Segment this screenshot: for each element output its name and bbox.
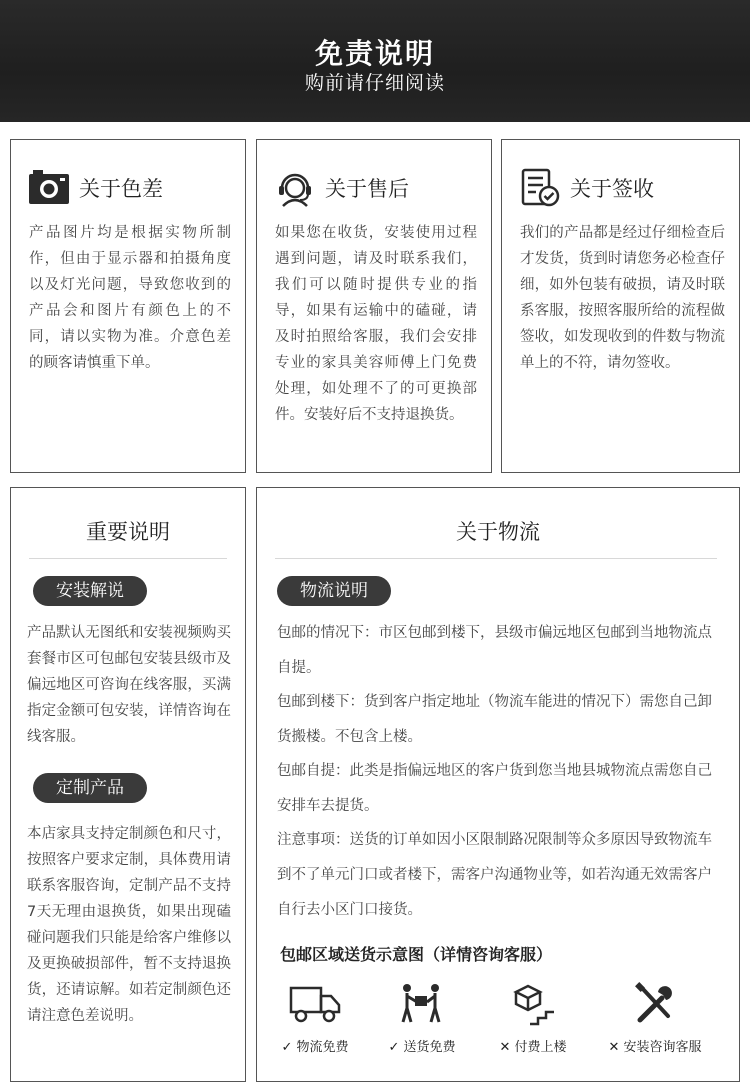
card-title: 关于签收 bbox=[570, 177, 654, 201]
card-text: 我们的产品都是经过仔细检查后才发货，货到时请您务必检查仔细，如外包装有破损，请及时联系客服，按照客服所给的流程做签收，如发现收到的件数与物流单上的不符，请勿签收。 bbox=[520, 225, 725, 371]
custom-text: 本店家具支持定制颜色和尺寸，按照客户要求定制，具体费用请联系客服咨询，定制产品不支持7天无理由退换货，如果出现磕碰问题我们只能是给客户维修以及更换破损部件，暂不支持退换货，还请谅解。如若定制颜色还请注意色差说明。 bbox=[27, 826, 231, 1024]
delivery-item-label: 付费上楼 bbox=[514, 1040, 567, 1055]
delivery-map-title: 包邮区域送货示意图（详情咨询客服） bbox=[280, 945, 553, 964]
delivery-item bbox=[600, 982, 710, 1055]
delivery-item bbox=[478, 982, 588, 1055]
logistics-paragraph: 注意事项：送货的订单如因小区限制路况限制等众多原因导致物流车到不了单元门口或者楼下，需客户沟通物业等，如若沟通无效需客户自行去小区门口接货。 bbox=[277, 832, 712, 918]
delivery-item-label: 物流免费 bbox=[296, 1040, 349, 1055]
card-color-difference bbox=[10, 139, 246, 473]
custom-label-badge: 定制产品 bbox=[33, 773, 147, 803]
status-mark: ✓ bbox=[388, 1040, 400, 1055]
card-text: 如果您在收货，安装使用过程遇到问题，请及时联系我们，我们可以随时提供专业的指导，如果有运输中的磕碰，请及时拍照给客服，我们会安排专业的家具美容师傅上门免费处理，如处理不了的可更换部件。安装好后不支持退换货。 bbox=[275, 225, 477, 423]
logistics-paragraph: 包邮自提：此类是指偏远地区的客户货到您当地县城物流点需您自己安排车去提货。 bbox=[277, 763, 712, 814]
card-after-sales bbox=[256, 139, 492, 473]
divider bbox=[29, 558, 227, 559]
card-important bbox=[10, 487, 246, 1082]
box-stairs-icon bbox=[506, 982, 560, 1026]
section-title: 重要说明 bbox=[86, 520, 170, 544]
section-title: 关于物流 bbox=[456, 520, 540, 544]
logistics-paragraph: 包邮的情况下：市区包邮到楼下，县级市偏远地区包邮到当地物流点自提。 bbox=[277, 625, 712, 676]
delivery-person-icon bbox=[395, 982, 449, 1026]
status-mark: ✕ bbox=[608, 1040, 620, 1055]
page-subtitle: 购前请仔细阅读 bbox=[304, 72, 445, 94]
logistics-paragraph: 包邮到楼下：货到客户指定地址（物流车能进的情况下）需您自己卸货搬楼。不包含上楼。 bbox=[277, 694, 712, 745]
tools-icon bbox=[628, 982, 682, 1026]
install-label-badge: 安装解说 bbox=[33, 576, 147, 606]
card-title: 关于色差 bbox=[79, 177, 163, 201]
card-signing bbox=[501, 139, 740, 473]
card-text: 产品图片均是根据实物所制作，但由于显示器和拍摄角度以及灯光问题，导致您收到的产品会和图片有颜色上的不同，请以实物为准。介意色差的顾客请慎重下单。 bbox=[29, 225, 231, 371]
page-header bbox=[0, 0, 750, 122]
delivery-item bbox=[367, 982, 477, 1055]
delivery-item bbox=[260, 982, 370, 1055]
sign-document-icon bbox=[518, 168, 562, 208]
page-title: 免责说明 bbox=[314, 37, 435, 70]
delivery-item-label: 安装咨询客服 bbox=[623, 1040, 702, 1055]
status-mark: ✕ bbox=[499, 1040, 511, 1055]
install-text: 产品默认无图纸和安装视频购买套餐市区可包邮包安装县级市及偏远地区可咨询在线客服，买满指定金额可包安装，详情咨询在线客服。 bbox=[27, 625, 231, 745]
delivery-item-label: 送货免费 bbox=[403, 1040, 456, 1055]
customer-service-icon bbox=[273, 168, 317, 208]
card-title: 关于售后 bbox=[325, 177, 409, 201]
divider bbox=[275, 558, 717, 559]
camera-icon bbox=[27, 168, 71, 208]
logistics-label-badge: 物流说明 bbox=[277, 576, 391, 606]
truck-icon bbox=[288, 982, 342, 1026]
status-mark: ✓ bbox=[281, 1040, 293, 1055]
